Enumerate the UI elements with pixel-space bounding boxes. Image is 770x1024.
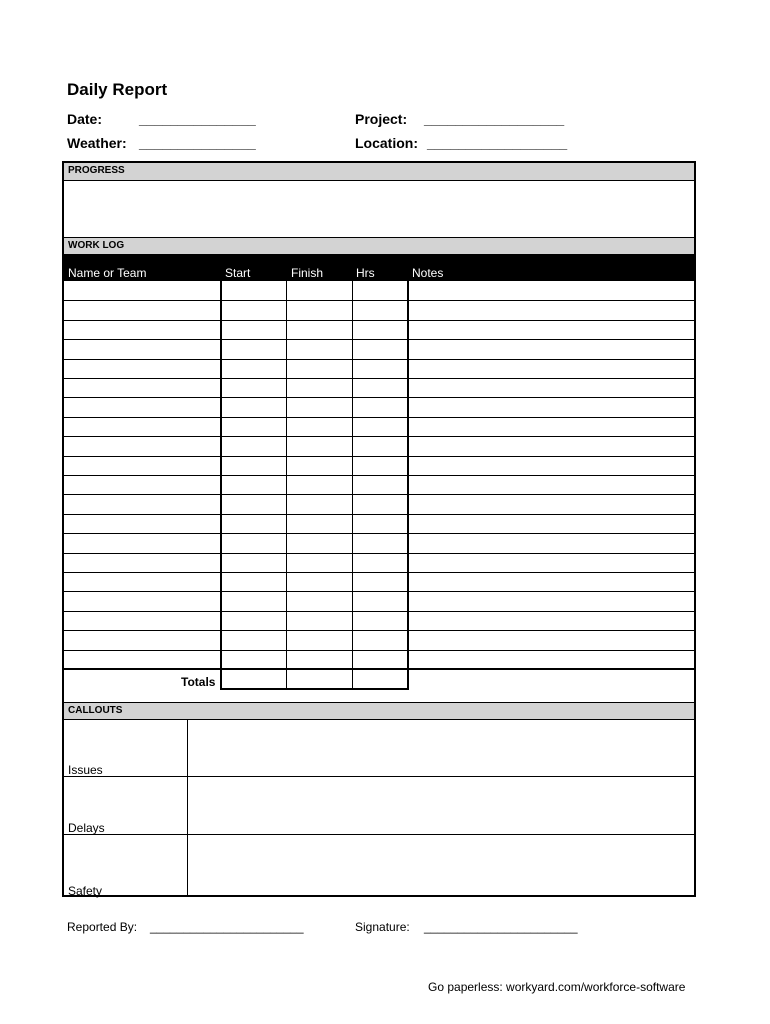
column-finish: Finish xyxy=(291,266,324,280)
column-divider xyxy=(286,281,287,689)
column-divider xyxy=(220,281,222,689)
reported-by-field[interactable]: _______________________ xyxy=(150,920,304,934)
callout-delays-label: Delays xyxy=(68,821,105,835)
column-start: Start xyxy=(225,266,251,280)
table-row-line xyxy=(64,475,694,476)
callout-safety-field[interactable] xyxy=(188,835,694,897)
table-row-line xyxy=(64,533,694,534)
table-row-line xyxy=(64,514,694,515)
table-row-line xyxy=(64,591,694,592)
table-row-line xyxy=(64,339,694,340)
table-row-line xyxy=(64,553,694,554)
reported-by-label: Reported By: xyxy=(67,920,138,934)
table-row-line xyxy=(64,611,694,612)
table-row-line xyxy=(64,417,694,418)
project-label: Project: xyxy=(355,111,408,127)
progress-area[interactable] xyxy=(64,181,694,237)
callout-issues-field[interactable] xyxy=(188,720,694,776)
table-row-line xyxy=(64,397,694,398)
callout-issues-label: Issues xyxy=(68,763,103,777)
callout-safety-label: Safety xyxy=(68,884,103,898)
table-row-line xyxy=(64,436,694,437)
progress-section-header: PROGRESS xyxy=(64,163,694,181)
report-form xyxy=(62,161,696,897)
column-divider xyxy=(352,281,353,689)
table-row-line xyxy=(64,456,694,457)
table-row-line xyxy=(64,320,694,321)
signature-label: Signature: xyxy=(355,920,410,934)
weather-label: Weather: xyxy=(67,135,127,151)
table-row-line xyxy=(64,572,694,573)
callout-delays-field[interactable] xyxy=(188,777,694,834)
page-title: Daily Report xyxy=(67,80,168,99)
column-name-or-team: Name or Team xyxy=(68,266,147,280)
column-notes: Notes xyxy=(412,266,444,280)
column-hrs: Hrs xyxy=(356,266,375,280)
work-log-column-header xyxy=(64,255,694,281)
table-row-line xyxy=(64,359,694,360)
table-row-line xyxy=(64,378,694,379)
column-divider xyxy=(407,281,409,689)
signature-field[interactable]: _______________________ xyxy=(424,920,578,934)
promo-footer: Go paperless: workyard.com/workforce-software xyxy=(428,980,686,994)
table-row-line xyxy=(64,494,694,495)
weather-field[interactable]: _______________ xyxy=(139,135,256,151)
location-label: Location: xyxy=(355,135,418,151)
totals-row-line xyxy=(64,668,694,670)
table-row-line xyxy=(64,300,694,301)
location-field[interactable]: __________________ xyxy=(427,135,568,151)
table-row-line xyxy=(64,630,694,631)
project-field[interactable]: __________________ xyxy=(424,111,565,127)
work-log-section-header: WORK LOG xyxy=(64,237,694,255)
date-label: Date: xyxy=(67,111,103,127)
totals-bottom-line xyxy=(220,688,409,690)
totals-label: Totals xyxy=(181,675,216,689)
callouts-section-header: CALLOUTS xyxy=(64,702,694,720)
date-field[interactable]: _______________ xyxy=(139,111,256,127)
table-row-line xyxy=(64,650,694,651)
